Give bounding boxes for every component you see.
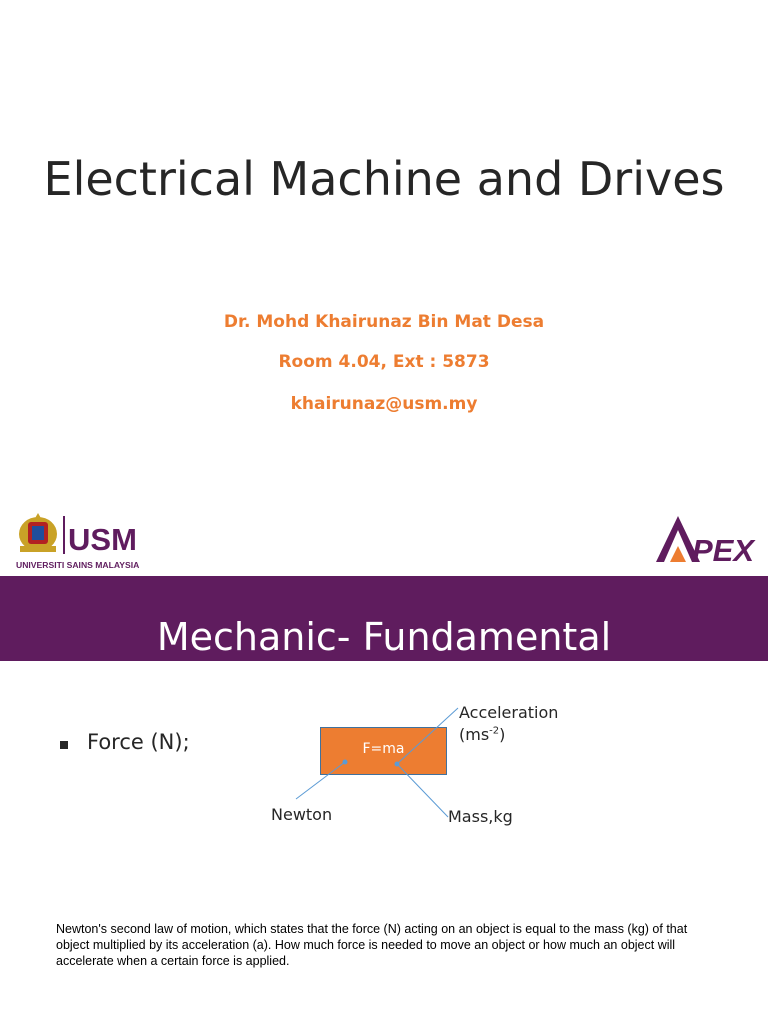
usm-wordmark: USM	[68, 522, 137, 557]
leader-newton	[296, 762, 345, 799]
bullet-force: Force (N);	[87, 730, 190, 754]
room-extension: Room 4.04, Ext : 5873	[278, 352, 490, 372]
svg-text:PEX: PEX	[692, 533, 755, 568]
anchor-dot-f	[343, 760, 348, 765]
anchor-dot-ma	[395, 762, 400, 767]
label-acceleration: Acceleration	[459, 703, 559, 722]
leader-mass	[398, 765, 448, 817]
formula-text: F=ma	[362, 741, 405, 757]
author-name: Dr. Mohd Khairunaz Bin Mat Desa	[223, 312, 545, 332]
usm-caption: UNIVERSITI SAINS MALAYSIA	[16, 560, 140, 570]
label-newton: Newton	[271, 805, 333, 824]
slide-title: Electrical Machine and Drives	[43, 152, 725, 206]
explanation-paragraph: Newton's second law of motion, which states that the force (N) acting on an object is equal to the mass (kg) of that object multiplied by its acceleration (a). How much force is needed to move an object or how much an object will accelerate when a certain force is applied.	[56, 922, 688, 968]
section-heading: Mechanic- Fundamental	[156, 615, 612, 659]
leader-acceleration	[397, 708, 458, 764]
email-address: khairunaz@usm.my	[290, 394, 478, 414]
label-mass: Mass,kg	[448, 807, 513, 826]
label-acceleration-unit: $(ms^{-2})$	[459, 725, 506, 744]
